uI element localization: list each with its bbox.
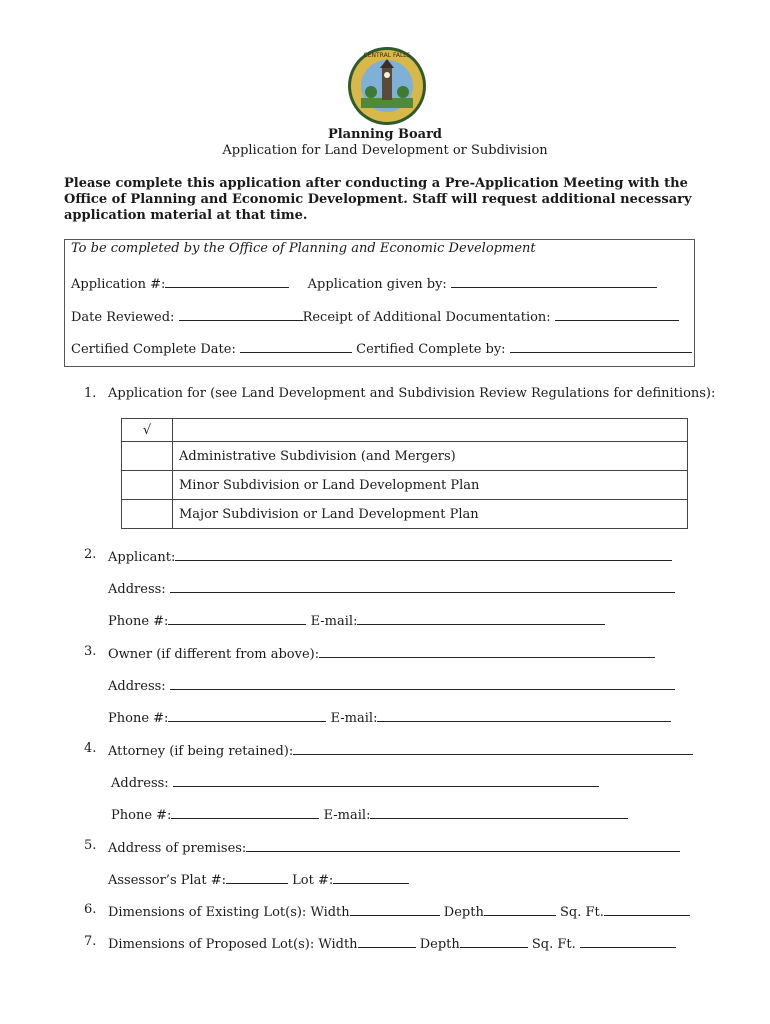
- premises-label: Address of premises:: [108, 841, 247, 856]
- existing-sqft-label: Sq. Ft.: [559, 905, 604, 920]
- attorney-phone-label: Phone #:: [111, 808, 172, 823]
- owner-field[interactable]: [319, 644, 655, 658]
- proposed-dimensions-label: Dimensions of Proposed Lot(s): Width: [108, 937, 358, 952]
- office-use-box: [64, 239, 695, 367]
- attorney-address-row: [111, 773, 599, 791]
- applicant-email-label: E-mail:: [310, 614, 358, 629]
- plat-lot-row: [108, 870, 409, 888]
- office-row-3: [71, 339, 692, 357]
- premises-field[interactable]: [246, 838, 680, 852]
- certified-by-field[interactable]: [510, 339, 692, 353]
- item-number: 7.: [84, 934, 97, 949]
- office-row-2: [71, 307, 679, 325]
- administrative-subdivision-label: Administrative Subdivision (and Mergers): [173, 442, 688, 471]
- assessors-plat-label: Assessor’s Plat #:: [108, 873, 227, 888]
- table-row: [122, 471, 688, 500]
- applicant-contact-row: [108, 611, 605, 629]
- attorney-field[interactable]: [293, 741, 693, 755]
- attorney-email-field[interactable]: [370, 805, 628, 819]
- premises-row: [108, 838, 680, 856]
- application-number-field[interactable]: [165, 274, 289, 288]
- applicant-address-field[interactable]: [170, 579, 675, 593]
- minor-subdivision-checkbox[interactable]: [122, 471, 173, 500]
- lot-number-field[interactable]: [333, 870, 409, 884]
- application-type-table: [121, 418, 688, 529]
- applicant-phone-field[interactable]: [168, 611, 306, 625]
- attorney-phone-field[interactable]: [171, 805, 319, 819]
- owner-address-label: Address:: [108, 679, 166, 694]
- existing-depth-field[interactable]: [484, 902, 556, 916]
- owner-email-label: E-mail:: [330, 711, 378, 726]
- lot-number-label: Lot #:: [292, 873, 334, 888]
- office-use-heading: To be completed by the Office of Planning and Economic Development: [71, 241, 536, 256]
- item-number: 6.: [84, 902, 97, 917]
- table-row: [122, 500, 688, 529]
- attorney-email-label: E-mail:: [323, 808, 371, 823]
- applicant-phone-label: Phone #:: [108, 614, 169, 629]
- proposed-sqft-label: Sq. Ft.: [531, 937, 576, 952]
- major-subdivision-label: Major Subdivision or Land Development Plan: [173, 500, 688, 529]
- date-reviewed-field[interactable]: [179, 307, 303, 321]
- applicant-email-field[interactable]: [357, 611, 605, 625]
- table-row: [122, 442, 688, 471]
- minor-subdivision-label: Minor Subdivision or Land Development Plan: [173, 471, 688, 500]
- owner-contact-row: [108, 708, 671, 726]
- existing-depth-label: Depth: [443, 905, 484, 920]
- item-number: 1.: [84, 386, 97, 401]
- certified-date-field[interactable]: [240, 339, 352, 353]
- office-row-1: [71, 274, 657, 292]
- attorney-label: Attorney (if being retained):: [108, 744, 294, 759]
- type-column-header: [173, 419, 688, 442]
- form-subtitle: Application for Land Development or Subdivision: [222, 143, 548, 158]
- owner-row: [108, 644, 655, 662]
- intro-instructions: Please complete this application after conducting a Pre-Application Meeting with the Office of Planning and Economic Development. Staff will request additional necessary application material at that time.: [64, 176, 692, 223]
- application-for-label: Application for (see Land Development and Subdivision Review Regulations for definitions):: [108, 386, 716, 401]
- applicant-label: Applicant:: [108, 550, 176, 565]
- existing-dimensions-row: [108, 902, 690, 920]
- applicant-row: [108, 547, 672, 565]
- applicant-address-label: Address:: [108, 582, 166, 597]
- existing-dimensions-label: Dimensions of Existing Lot(s): Width: [108, 905, 350, 920]
- receipt-docs-label: Receipt of Additional Documentation:: [302, 310, 551, 325]
- attorney-contact-row: [111, 805, 628, 823]
- receipt-docs-field[interactable]: [555, 307, 679, 321]
- applicant-field[interactable]: [175, 547, 672, 561]
- owner-email-field[interactable]: [377, 708, 671, 722]
- item-number: 3.: [84, 644, 97, 659]
- application-given-by-field[interactable]: [451, 274, 657, 288]
- item-number: 4.: [84, 741, 97, 756]
- existing-width-field[interactable]: [350, 902, 440, 916]
- administrative-subdivision-checkbox[interactable]: [122, 442, 173, 471]
- proposed-sqft-field[interactable]: [580, 934, 676, 948]
- owner-phone-field[interactable]: [168, 708, 326, 722]
- applicant-address-row: [108, 579, 675, 597]
- owner-phone-label: Phone #:: [108, 711, 169, 726]
- item-number: 2.: [84, 547, 97, 562]
- proposed-dimensions-row: [108, 934, 676, 952]
- proposed-depth-field[interactable]: [460, 934, 528, 948]
- attorney-row: [108, 741, 693, 759]
- major-subdivision-checkbox[interactable]: [122, 500, 173, 529]
- owner-address-row: [108, 676, 675, 694]
- certified-date-label: Certified Complete Date:: [71, 342, 236, 357]
- city-seal-logo: [347, 46, 427, 126]
- svg-text:CENTRAL FALLS: CENTRAL FALLS: [363, 52, 411, 59]
- proposed-depth-label: Depth: [419, 937, 460, 952]
- item-number: 5.: [84, 838, 97, 853]
- application-number-label: Application #:: [71, 277, 166, 292]
- table-header-row: [122, 419, 688, 442]
- existing-sqft-field[interactable]: [604, 902, 690, 916]
- date-reviewed-label: Date Reviewed:: [71, 310, 175, 325]
- attorney-address-label: Address:: [111, 776, 169, 791]
- attorney-address-field[interactable]: [173, 773, 599, 787]
- assessors-plat-field[interactable]: [226, 870, 288, 884]
- board-title: Planning Board: [327, 127, 443, 142]
- proposed-width-field[interactable]: [358, 934, 416, 948]
- check-column-header: √: [122, 419, 173, 442]
- certified-by-label: Certified Complete by:: [356, 342, 506, 357]
- application-given-by-label: Application given by:: [307, 277, 447, 292]
- owner-label: Owner (if different from above):: [108, 647, 320, 662]
- owner-address-field[interactable]: [170, 676, 675, 690]
